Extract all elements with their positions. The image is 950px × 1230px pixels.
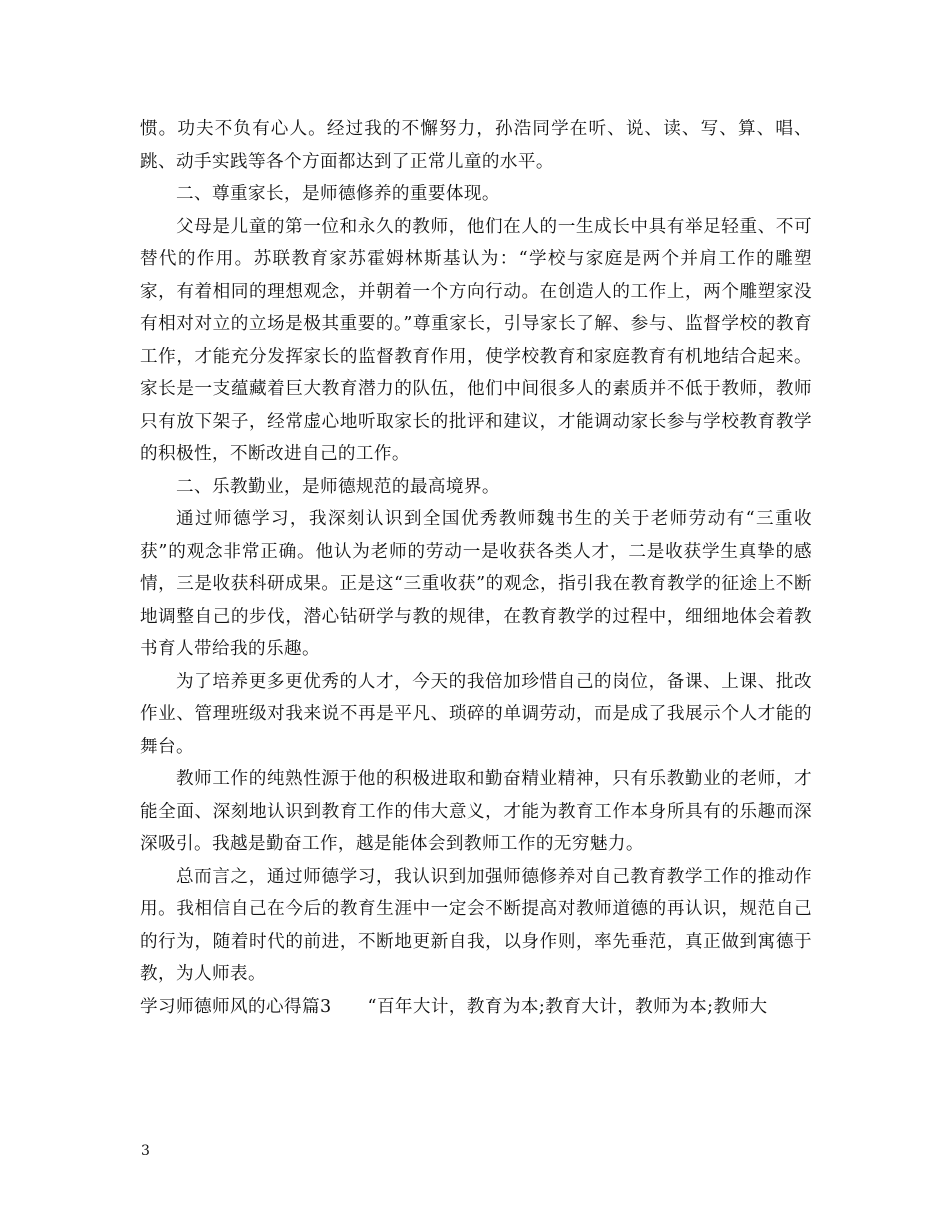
section-title-row (140, 991, 812, 1024)
page-number: 3 (141, 1143, 150, 1159)
paragraph-continuation: 惯。功夫不负有心人。经过我的不懈努力，孙浩同学在听、说、读、写、算、唱、跳、动手实践等各个方面都达到了正常儿童的水平。 (140, 119, 812, 172)
section-title: 学习师德师风的心得篇3 (140, 996, 332, 1017)
paragraph-dedication: 教师工作的纯熟性源于他的积极进取和勤奋精业精神，只有乐教勤业的老师，才能全面、深刻地认识到教育工作的伟大意义，才能为教育工作本身所具有的乐趣而深深吸引。我越是勤奋工作，越是能体会到教师工作的无穷魅力。 (140, 769, 812, 854)
paragraph-three-harvests: 通过师德学习，我深刻认识到全国优秀教师魏书生的关于老师劳动有“三重收获”的观念非常正确。他认为老师的劳动一是收获各类人才，二是收获学生真挚的感情，三是收获科研成果。正是这“三重收获”的观念，指引我在教育教学的征途上不断地调整自己的步伐，潜心钻研学与教的规律，在教育教学的过程中，细细地体会着教书育人带给我的乐趣。 (140, 509, 812, 659)
heading-love-teaching: 二、乐教勤业，是师德规范的最高境界。 (176, 476, 500, 497)
paragraph-conclusion: 总而言之，通过师德学习，我认识到加强师德修养对自己教育教学工作的推动作用。我相信自己在今后的教育生涯中一定会不断提高对教师道德的再认识，规范自己的行为，随着时代的前进，不断地更新自我，以身作则，率先垂范，真正做到寓德于教，为人师表。 (140, 866, 812, 984)
heading-respect-parents: 二、尊重家长，是师德修养的重要体现。 (176, 184, 500, 204)
paragraph-cherish-post: 为了培养更多更优秀的人才，今天的我倍加珍惜自己的岗位，备课、上课、批改作业、管理班级对我来说不再是平凡、琐碎的单调劳动，而是成了我展示个人才能的舞台。 (140, 671, 812, 757)
paragraph-parents-role: 父母是儿童的第一位和永久的教师，他们在人的一生成长中具有举足轻重、不可替代的作用。苏联教育家苏霍姆林斯基认为：“学校与家庭是两个并肩工作的雕塑家，有着相同的理想观念，并朝着一个方向行动。在创造人的工作上，两个雕塑家没有相对对立的立场是极其重要的。”尊重家长，引导家长了解、参与、监督学校的教育工作，才能充分发挥家长的监督教育作用，使学校教育和家庭教育有机地结合起来。家长是一支蕴藏着巨大教育潜力的队伍，他们中间很多人的素质并不低于教师，教师只有放下架子，经常虚心地听取家长的批评和建议，才能调动家长参与学校教育教学的积极性，不断改进自己的工作。 (140, 216, 812, 464)
document-body (140, 113, 812, 1023)
section-start-text: “百年大计，教育为本;教育大计，教师为本;教师大 (367, 996, 768, 1017)
